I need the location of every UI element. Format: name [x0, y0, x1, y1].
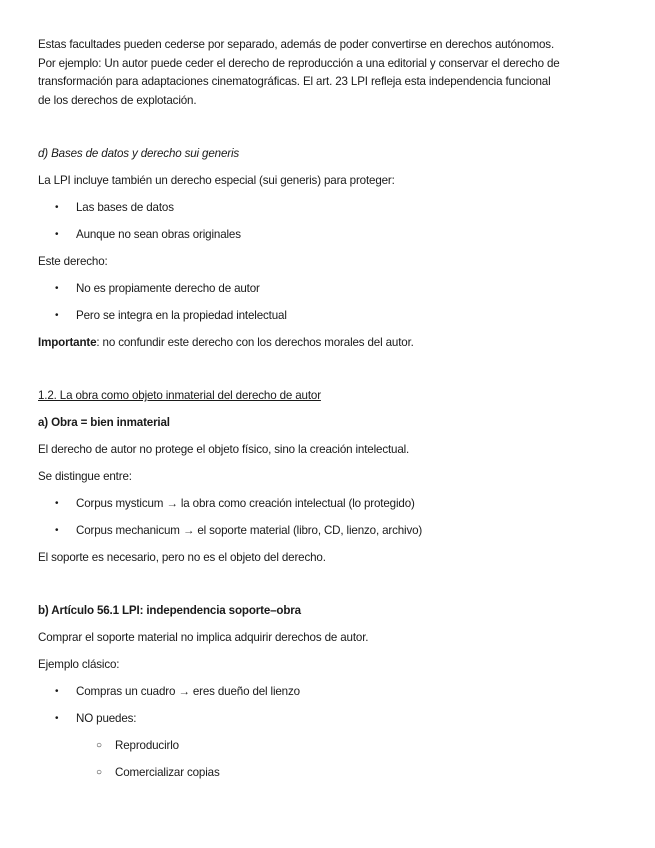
circle-bullet-icon: ○ [96, 740, 102, 752]
important-label: Importante [38, 336, 97, 350]
section-a-heading: a) Obra = bien inmaterial [38, 416, 170, 430]
intro-paragraph [38, 36, 618, 110]
important-text: : no confundir este derecho con los derechos morales del autor. [96, 336, 414, 350]
section-a-p2: Se distingue entre: [38, 470, 132, 484]
nested-list [38, 737, 618, 783]
list-item: • Aunque no sean obras originales [38, 226, 618, 245]
section-d-heading: d) Bases de datos y derecho sui generis [38, 147, 240, 161]
section-a-p1: El derecho de autor no protege el objeto físico, sino la creación intelectual. [38, 443, 410, 457]
circle-bullet-icon: ○ [96, 767, 102, 779]
section-a-p3: El soporte es necesario, pero no es el objeto del derecho. [38, 551, 326, 565]
bullet-icon: • [55, 283, 59, 295]
list-item: • Las bases de datos [38, 199, 618, 218]
list-item: ○ Reproducirlo [38, 737, 618, 756]
bullet-icon: • [55, 310, 59, 322]
document-page [38, 36, 618, 791]
list-item: ○ Comercializar copias [38, 764, 618, 783]
list-item: • Corpus mechanicum → el soporte material (libro, CD, lienzo, archivo) [38, 522, 618, 541]
section-12-heading: 1.2. La obra como objeto inmaterial del derecho de autor [38, 389, 321, 403]
intro-line: de los derechos de explotación. [38, 93, 197, 107]
list-item: • No es propiamente derecho de autor [38, 280, 618, 299]
important-note [38, 334, 618, 353]
intro-line: transformación para adaptaciones cinematográficas. El art. 23 LPI refleja esta independencia funcional [38, 75, 551, 89]
section-b-heading: b) Artículo 56.1 LPI: independencia soporte–obra [38, 604, 301, 618]
section-d-list-1 [38, 199, 618, 245]
section-d-lead: La LPI incluye también un derecho especial (sui generis) para proteger: [38, 174, 395, 188]
list-item: • Compras un cuadro → eres dueño del lienzo [38, 683, 618, 702]
section-d-list-2 [38, 280, 618, 326]
bullet-icon: • [55, 229, 59, 241]
list-item: • Corpus mysticum → la obra como creación intelectual (lo protegido) [38, 495, 618, 514]
section-d-lead-2: Este derecho: [38, 255, 108, 269]
intro-line: Estas facultades pueden cederse por separado, además de poder convertirse en derechos autónomos. [38, 38, 555, 51]
corpus-list [38, 495, 618, 541]
example-list [38, 683, 618, 729]
bullet-icon: • [55, 498, 59, 510]
list-item: • Pero se integra en la propiedad intelectual [38, 307, 618, 326]
intro-line: Por ejemplo: Un autor puede ceder el derecho de reproducción a una editorial y conservar el derecho de [38, 56, 560, 70]
bullet-icon: • [55, 202, 59, 214]
section-b-p2: Ejemplo clásico: [38, 658, 120, 672]
bullet-icon: • [55, 713, 59, 725]
bullet-icon: • [55, 525, 59, 537]
section-b-p1: Comprar el soporte material no implica adquirir derechos de autor. [38, 631, 369, 645]
list-item: • NO puedes: [38, 710, 618, 729]
bullet-icon: • [55, 686, 59, 698]
